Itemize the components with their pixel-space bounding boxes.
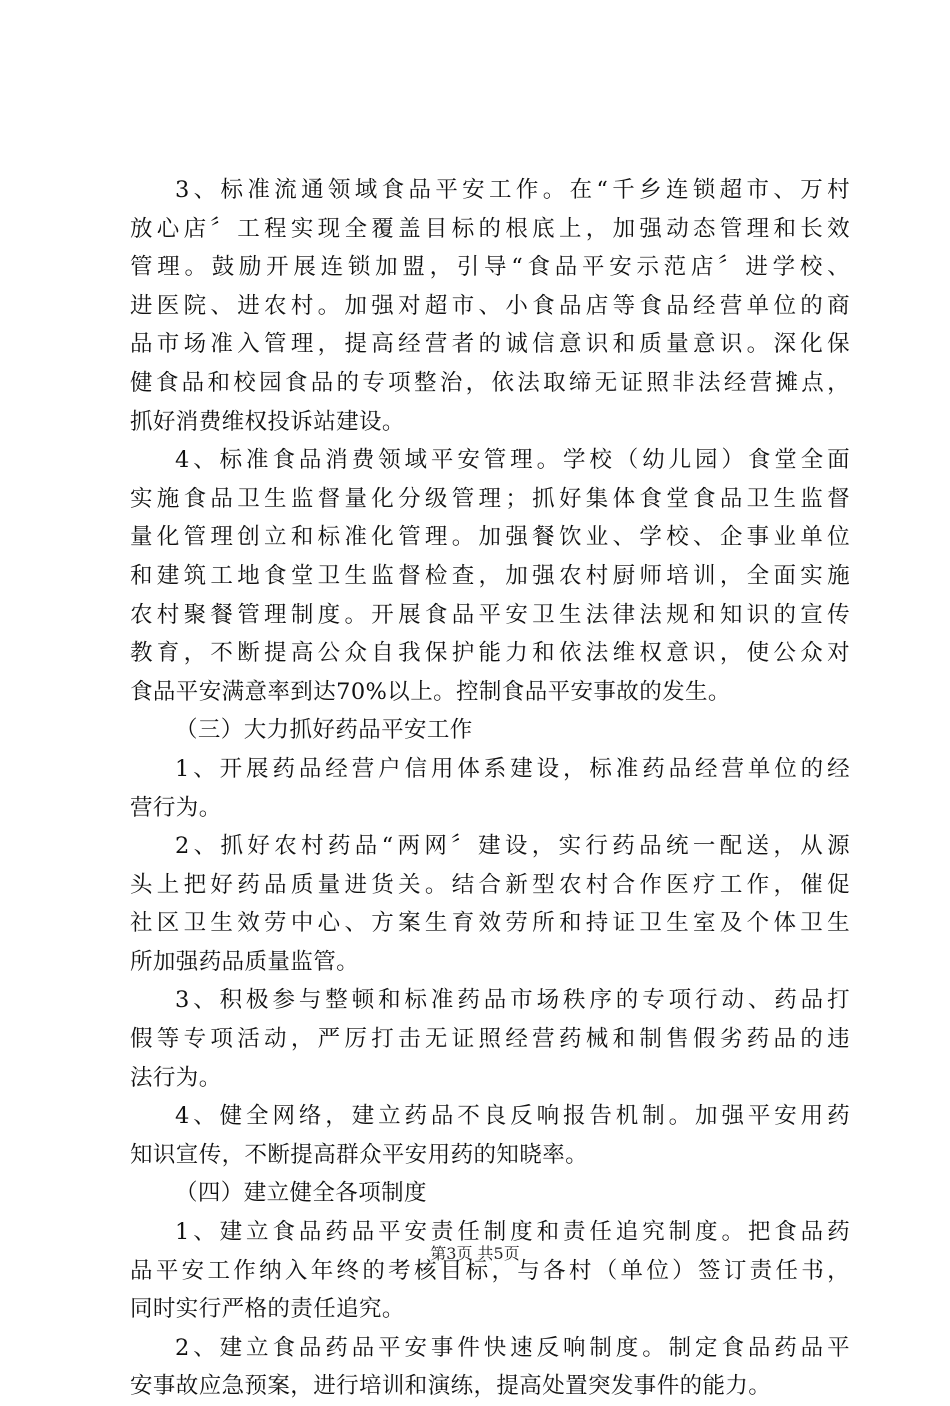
paragraph — [130, 827, 850, 981]
paragraph-line: 3、标准流通领域食品平安工作。在“千乡连锁超市、万村 — [175, 177, 850, 203]
paragraph — [130, 171, 850, 441]
paragraph-line: 管理。鼓励开展连锁加盟，引导“食品平安示范店〞进学校、 — [130, 254, 850, 281]
paragraph — [130, 981, 850, 1097]
paragraph-line: 1、建立食品药品平安责任制度和责任追究制度。把食品药 — [175, 1219, 850, 1246]
paragraph-line: （四）建立健全各项制度 — [175, 1180, 427, 1207]
paragraph-line: 品市场准入管理，提高经营者的诚信意识和质量意识。深化保 — [130, 331, 850, 358]
paragraph-line: 营行为。 — [130, 794, 222, 821]
paragraph-line: 安事故应急预案，进行培训和演练，提高处置突发事件的能力。 — [130, 1373, 772, 1400]
paragraph-line: 2、建立食品药品平安事件快速反响制度。制定食品药品平 — [175, 1334, 850, 1361]
paragraph-line: 食品平安满意率到达70%以上。控制食品平安事故的发生。 — [130, 678, 731, 705]
paragraph-line: 社区卫生效劳中心、方案生育效劳所和持证卫生室及个体卫生 — [130, 910, 850, 937]
paragraph-line: （三）大力抓好药品平安工作 — [175, 717, 473, 744]
paragraph-line: 抓好消费维权投诉站建设。 — [130, 408, 405, 435]
paragraph-line: 和建筑工地食堂卫生监督检查，加强农村厨师培训，全面实施 — [130, 562, 850, 589]
paragraph — [130, 1097, 850, 1174]
paragraph-line: 2、抓好农村药品“两网〞建设，实行药品统一配送，从源 — [175, 833, 850, 860]
paragraph-line: 放心店〞工程实现全覆盖目标的根底上，加强动态管理和长效 — [130, 215, 850, 242]
paragraph-line: 法行为。 — [130, 1064, 222, 1091]
paragraph-line: 教育，不断提高公众自我保护能力和依法维权意识，使公众对 — [130, 640, 850, 667]
paragraph — [130, 750, 850, 827]
paragraph-line: 进医院、进农村。加强对超市、小食品店等食品经营单位的商 — [130, 292, 850, 319]
paragraph-line: 实施食品卫生监督量化分级管理；抓好集体食堂食品卫生监督 — [130, 485, 850, 512]
paragraph-line: 量化管理创立和标准化管理。加强餐饮业、学校、企事业单位 — [130, 524, 850, 551]
paragraph-line: 1、开展药品经营户信用体系建设，标准药品经营单位的经 — [175, 755, 850, 782]
paragraph — [130, 1329, 850, 1406]
paragraph-line: 4、标准食品消费领域平安管理。学校（幼儿园）食堂全面 — [175, 447, 850, 474]
paragraph-line: 头上把好药品质量进货关。结合新型农村合作医疗工作，催促 — [130, 871, 850, 898]
paragraph — [130, 711, 850, 750]
paragraph-line: 假等专项活动，严厉打击无证照经营药械和制售假劣药品的违 — [130, 1026, 850, 1053]
paragraph-line: 知识宣传，不断提高群众平安用药的知晓率。 — [130, 1141, 589, 1168]
paragraph-line: 健食品和校园食品的专项整治，依法取缔无证照非法经营摊点， — [130, 369, 850, 396]
paragraph-line: 4、健全网络，建立药品不良反响报告机制。加强平安用药 — [175, 1103, 850, 1130]
paragraph-line: 同时实行严格的责任追究。 — [130, 1296, 405, 1323]
paragraph-line: 所加强药品质量监管。 — [130, 948, 360, 975]
document-body — [130, 171, 850, 1406]
paragraph — [130, 1213, 850, 1329]
paragraph-line: 3、积极参与整顿和标准药品市场秩序的专项行动、药品打 — [175, 987, 850, 1014]
paragraph-line: 品平安工作纳入年终的考核目标，与各村（单位）签订责任书， — [130, 1257, 850, 1284]
paragraph — [130, 1174, 850, 1213]
paragraph-line: 农村聚餐管理制度。开展食品平安卫生法律法规和知识的宣传 — [130, 601, 850, 628]
paragraph — [130, 441, 850, 711]
page-footer: 第3页 共5页 — [430, 1244, 520, 1263]
